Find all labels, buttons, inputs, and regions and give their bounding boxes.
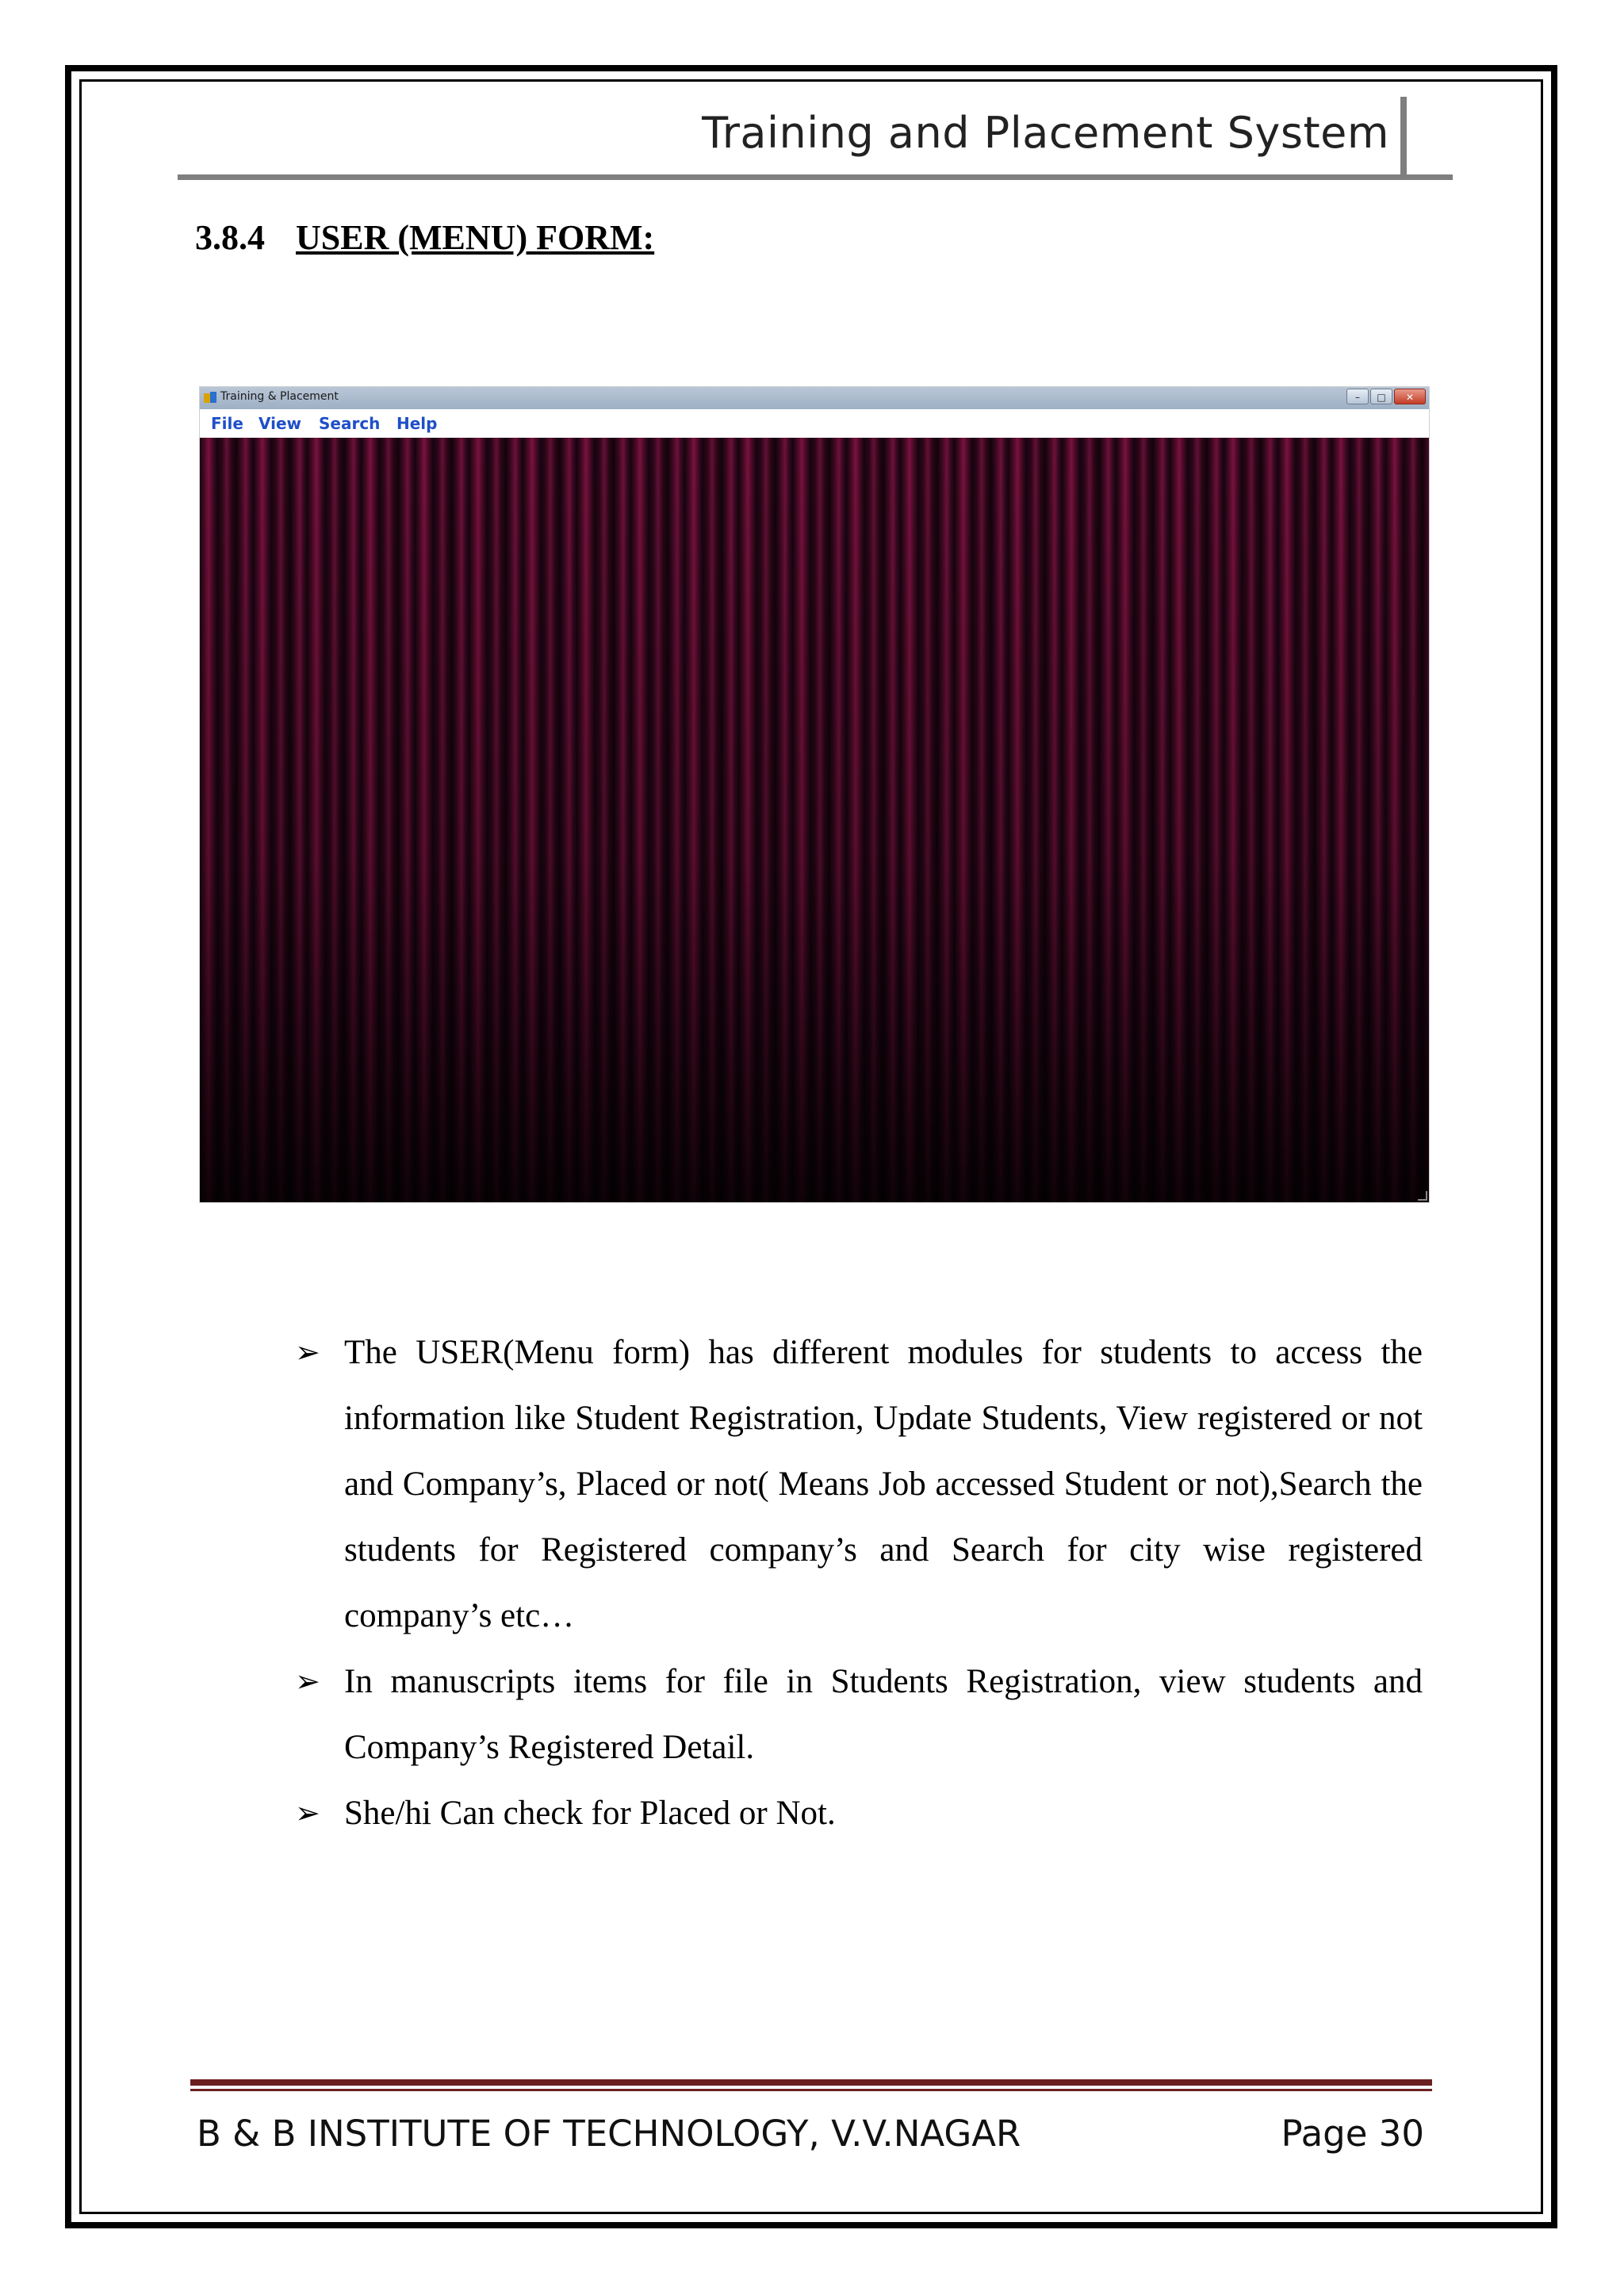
footer-rule-thick	[190, 2079, 1432, 2086]
section-number: 3.8.4	[195, 218, 265, 257]
app-window-title: Training & Placement	[220, 390, 339, 403]
header-vertical-bar	[1400, 97, 1407, 178]
footer-rule-thin	[190, 2089, 1432, 2091]
bullet-text: She/hi Can check for Placed or Not.	[344, 1795, 836, 1832]
header-rule	[178, 174, 1453, 180]
bullet-item	[295, 1780, 1423, 1846]
footer-page-number: Page 30	[1281, 2113, 1424, 2155]
section-title: USER (MENU) FORM:	[296, 218, 655, 257]
arrow-bullet-icon: ➢	[295, 1664, 320, 1699]
bullet-item	[295, 1320, 1423, 1649]
bullet-text: The USER(Menu form) has different modules for students to access the information like Student Registration, Update Students, View registered or not and Company’s, Placed or not( Means Job accessed Student or not),Search the students for Registered company’s and Search for city wise registered company’s etc…	[344, 1334, 1423, 1634]
curtain-background-image	[200, 438, 1429, 1202]
app-menubar	[200, 409, 1429, 439]
menu-view[interactable]: View	[259, 414, 302, 433]
app-icon	[203, 391, 217, 405]
menu-file[interactable]: File	[211, 414, 243, 433]
window-controls	[1345, 389, 1426, 404]
footer-institute: B & B INSTITUTE OF TECHNOLOGY, V.V.NAGAR	[197, 2113, 1021, 2155]
close-button[interactable]: ✕	[1394, 389, 1426, 404]
app-screenshot-window	[200, 387, 1429, 1202]
resize-grip-icon[interactable]	[1418, 1191, 1427, 1201]
bullet-list	[295, 1320, 1423, 1846]
bullet-text: In manuscripts items for file in Students Registration, view students and Company’s Registered Detail.	[344, 1663, 1423, 1766]
menu-search[interactable]: Search	[319, 414, 381, 433]
minimize-button[interactable]: –	[1346, 389, 1369, 404]
menu-help[interactable]: Help	[396, 414, 438, 433]
section-heading	[195, 217, 654, 258]
running-header-title: Training and Placement System	[702, 108, 1389, 158]
arrow-bullet-icon: ➢	[295, 1335, 320, 1370]
app-titlebar	[200, 387, 1429, 409]
maximize-button[interactable]: □	[1370, 389, 1392, 404]
arrow-bullet-icon: ➢	[295, 1795, 320, 1830]
bullet-item	[295, 1649, 1423, 1780]
